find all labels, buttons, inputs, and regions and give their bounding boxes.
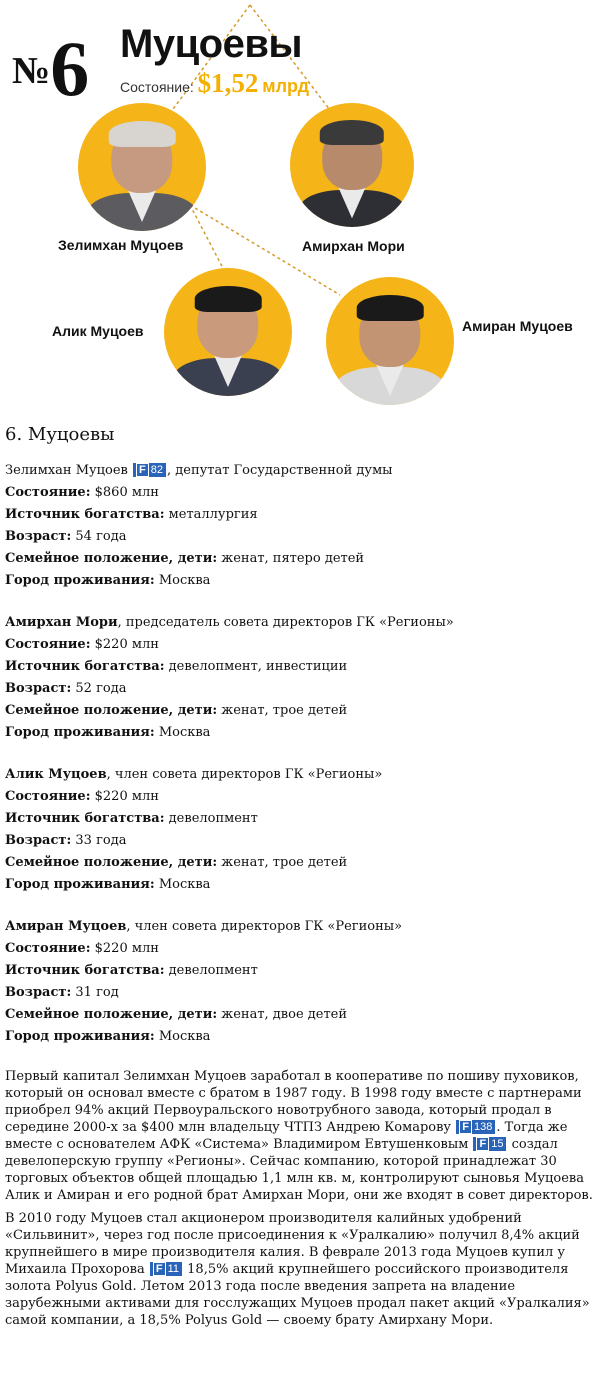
forbes-f-icon: F [459,1120,472,1134]
family-row: Семейное положение, дети: женат, трое детей [5,703,348,718]
wealth-row: Состояние: $220 млн [5,789,159,804]
person-role: , председатель совета директоров ГК «Регионы» [117,615,454,630]
city-row: Город проживания: Москва [5,573,211,588]
portrait-amirkhan [290,103,414,227]
person-name: Амирхан Мори [5,615,118,630]
city-row: Город проживания: Москва [5,877,211,892]
age-row: Возраст: 54 года [5,529,127,544]
wealth-row: Состояние: $220 млн [5,637,159,652]
forbes-rank-badge[interactable]: F 82 [133,463,166,477]
source-row: Источник богатства: девелопмент [5,811,258,826]
portrait-name-zelimkhan: Зелимхан Муцоев [58,237,184,253]
person-name: Амиран Муцоев [5,919,127,934]
person-block-alik [5,764,595,896]
family-row: Семейное положение, дети: женат, пятеро детей [5,551,365,566]
article-body [5,420,595,1335]
source-row: Источник богатства: девелопмент [5,963,258,978]
forbes-f-icon: F [476,1137,489,1151]
portrait-name-alik: Алик Муцоев [52,323,144,339]
person-heading [5,612,595,634]
family-row: Семейное положение, дети: женат, двое детей [5,1007,348,1022]
wealth-row: Состояние: $860 млн [5,485,159,500]
family-wealth [120,68,309,99]
wealth-amount: $1,52 [197,68,259,98]
family-header-graphic [0,0,600,410]
person-heading [5,460,595,482]
rank-number: №6 [12,25,90,112]
person-name: Алик Муцоев [5,767,107,782]
wealth-row: Состояние: $220 млн [5,941,159,956]
person-role: , член совета директоров ГК «Регионы» [126,919,403,934]
portrait-name-amirkhan: Амирхан Мори [302,238,405,254]
person-role: , депутат Государственной думы [167,463,393,478]
source-row: Источник богатства: металлургия [5,507,258,522]
portrait-alik [164,268,292,396]
age-row: Возраст: 31 год [5,985,119,1000]
section-title: 6. Муцоевы [5,424,115,445]
wealth-unit: млрд [262,76,310,96]
forbes-f-icon: F [136,463,149,477]
family-row: Семейное положение, дети: женат, трое детей [5,855,348,870]
forbes-rank-badge[interactable]: F 15 [473,1137,506,1151]
portrait-amiran [326,277,454,405]
forbes-rank-badge[interactable]: F 11 [150,1262,182,1276]
person-heading [5,916,595,938]
person-block-amirkhan [5,612,595,744]
city-row: Город проживания: Москва [5,725,211,740]
portrait-zelimkhan [78,103,206,231]
city-row: Город проживания: Москва [5,1029,211,1044]
forbes-f-icon: F [153,1262,166,1276]
paragraph-assets: В 2010 году Муцоев стал акционером производителя калийных удобрений «Сильвинит», через год после присоединения к «Уралкалию» получил 8,4% акций крупнейшего в мире производителя калия. В феврале 2013 года Муцоев купил у Михаила Прохорова F 11 18,5% акций крупнейшего российского производителя золота Polyus Gold. Летом 2013 года после введения запрета на владение зарубежными активами для госслужащих Муцоев продал пакет акций «Уралкалия» самой компании, а 18,5% Polyus Gold — своему брату Амирхану Мори. [5,1211,590,1328]
wealth-label: Состояние: [120,79,194,95]
person-block-amiran [5,916,595,1048]
family-title: Муцоевы [120,22,303,66]
forbes-rank-badge[interactable]: F 138 [456,1120,495,1134]
person-name: Зелимхан Муцоев [5,463,128,478]
person-role: , член совета директоров ГК «Регионы» [106,767,383,782]
age-row: Возраст: 52 года [5,681,127,696]
person-heading [5,764,595,786]
age-row: Возраст: 33 года [5,833,127,848]
portrait-name-amiran: Амиран Муцоев [462,318,573,334]
source-row: Источник богатства: девелопмент, инвестиции [5,659,348,674]
person-block-zelimkhan [5,460,595,592]
paragraph-history: Первый капитал Зелимхан Муцоев заработал в кооперативе по пошиву пуховиков, который он основал вместе с братом в 1987 году. В 1998 году вместе с партнерами приобрел 94% акций Первоуральского новотрубного завода, который продал в середине 2000-х за $400 млн владельцу ЧТПЗ Андрею Комарову F 138 . Тогда же вместе с основателем АФК «Система» Владимиром Евтушенковым F 15 создал девелоперскую группу «Регионы». Сейчас компанию, которой принадлежат 30 торговых объектов общей площадью 1,1 млн кв. м, контролируют сыновья Муцоева Алик и Амиран и его родной брат Амирхан Мори, они же входят в совет директоров. [5,1069,593,1203]
